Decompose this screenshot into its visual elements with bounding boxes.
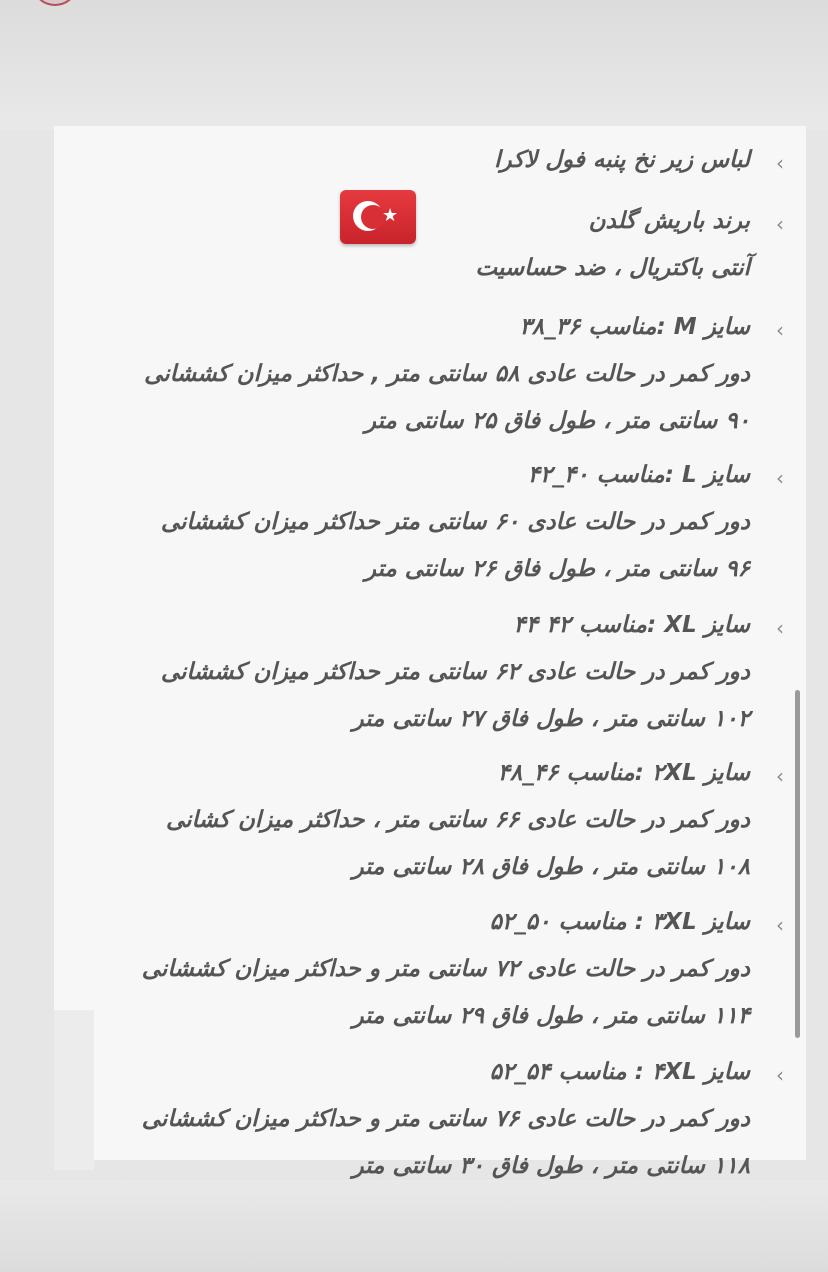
item-line: ۱۰۸ سانتی متر ، طول فاق ۲۸ سانتی متر — [352, 854, 750, 880]
scrollbar[interactable] — [795, 690, 800, 1038]
item-line: سایز L :مناسب ۴۰_۴۲ — [527, 462, 750, 488]
list-item — [166, 750, 750, 891]
item-line: آنتی باکتریال ، ضد حساسیت — [475, 255, 750, 281]
item-line: سایز XL :مناسب ۴۲ ۴۴ — [513, 612, 750, 638]
chevron-left-icon: ‹ — [776, 318, 784, 342]
item-line: برند باریش گلدن — [588, 208, 750, 234]
item-line: سایز ۳XL : مناسب ۵۰_۵۲ — [489, 909, 750, 935]
top-background — [0, 0, 828, 130]
chevron-left-icon: ‹ — [776, 466, 784, 490]
chevron-left-icon: ‹ — [776, 1063, 784, 1087]
list-item — [144, 304, 750, 445]
chevron-left-icon: ‹ — [776, 913, 784, 937]
turkey-flag-icon: ★ — [340, 190, 416, 244]
chevron-left-icon: ‹ — [776, 151, 784, 175]
item-line: سایز M :مناسب ۳۶_۳۸ — [519, 314, 750, 340]
item-line: سایز ۲XL :مناسب ۴۶_۴۸ — [497, 760, 750, 786]
list-item — [161, 602, 750, 743]
item-line: دور کمر در حالت عادی ۶۰ سانتی متر حداکثر میزان کششانی — [160, 509, 750, 535]
item-line: ۱۰۲ سانتی متر ، طول فاق ۲۷ سانتی متر — [352, 706, 750, 732]
item-line: دور کمر در حالت عادی ۶۲ سانتی متر حداکثر میزان کششانی — [160, 659, 750, 685]
list-item — [494, 137, 750, 184]
item-line: سایز ۴XL : مناسب ۵۴_۵۲ — [489, 1059, 750, 1085]
item-line: دور کمر در حالت عادی ۷۲ سانتی متر و حداکثر میزان کششانی — [141, 956, 750, 982]
chevron-left-icon: ‹ — [776, 212, 784, 236]
item-line: ۹۰ سانتی متر ، طول فاق ۲۵ سانتی متر — [364, 408, 750, 434]
list-item — [475, 198, 750, 292]
item-line: دور کمر در حالت عادی ۵۸ سانتی متر , حداکثر میزان کششانی — [144, 361, 750, 387]
list-item — [142, 1049, 750, 1190]
card-edge — [54, 1010, 94, 1170]
item-line: لباس زیر نخ پنبه فول لاکرا — [494, 147, 750, 173]
chevron-left-icon: ‹ — [776, 764, 784, 788]
chevron-left-icon: ‹ — [776, 616, 784, 640]
item-line: ۱۱۴ سانتی متر ، طول فاق ۲۹ سانتی متر — [352, 1003, 750, 1029]
list-item — [161, 452, 750, 593]
item-line: دور کمر در حالت عادی ۷۶ سانتی متر و حداکثر میزان کششانی — [141, 1106, 750, 1132]
item-line: دور کمر در حالت عادی ۶۶ سانتی متر ، حداکثر میزان کشانی — [165, 807, 750, 833]
list-item — [142, 899, 750, 1040]
item-line: ۱۱۸ سانتی متر ، طول فاق ۳۰ سانتی متر — [352, 1153, 750, 1179]
item-line: ۹۶ سانتی متر ، طول فاق ۲۶ سانتی متر — [364, 556, 750, 582]
bottom-background — [0, 1180, 828, 1272]
